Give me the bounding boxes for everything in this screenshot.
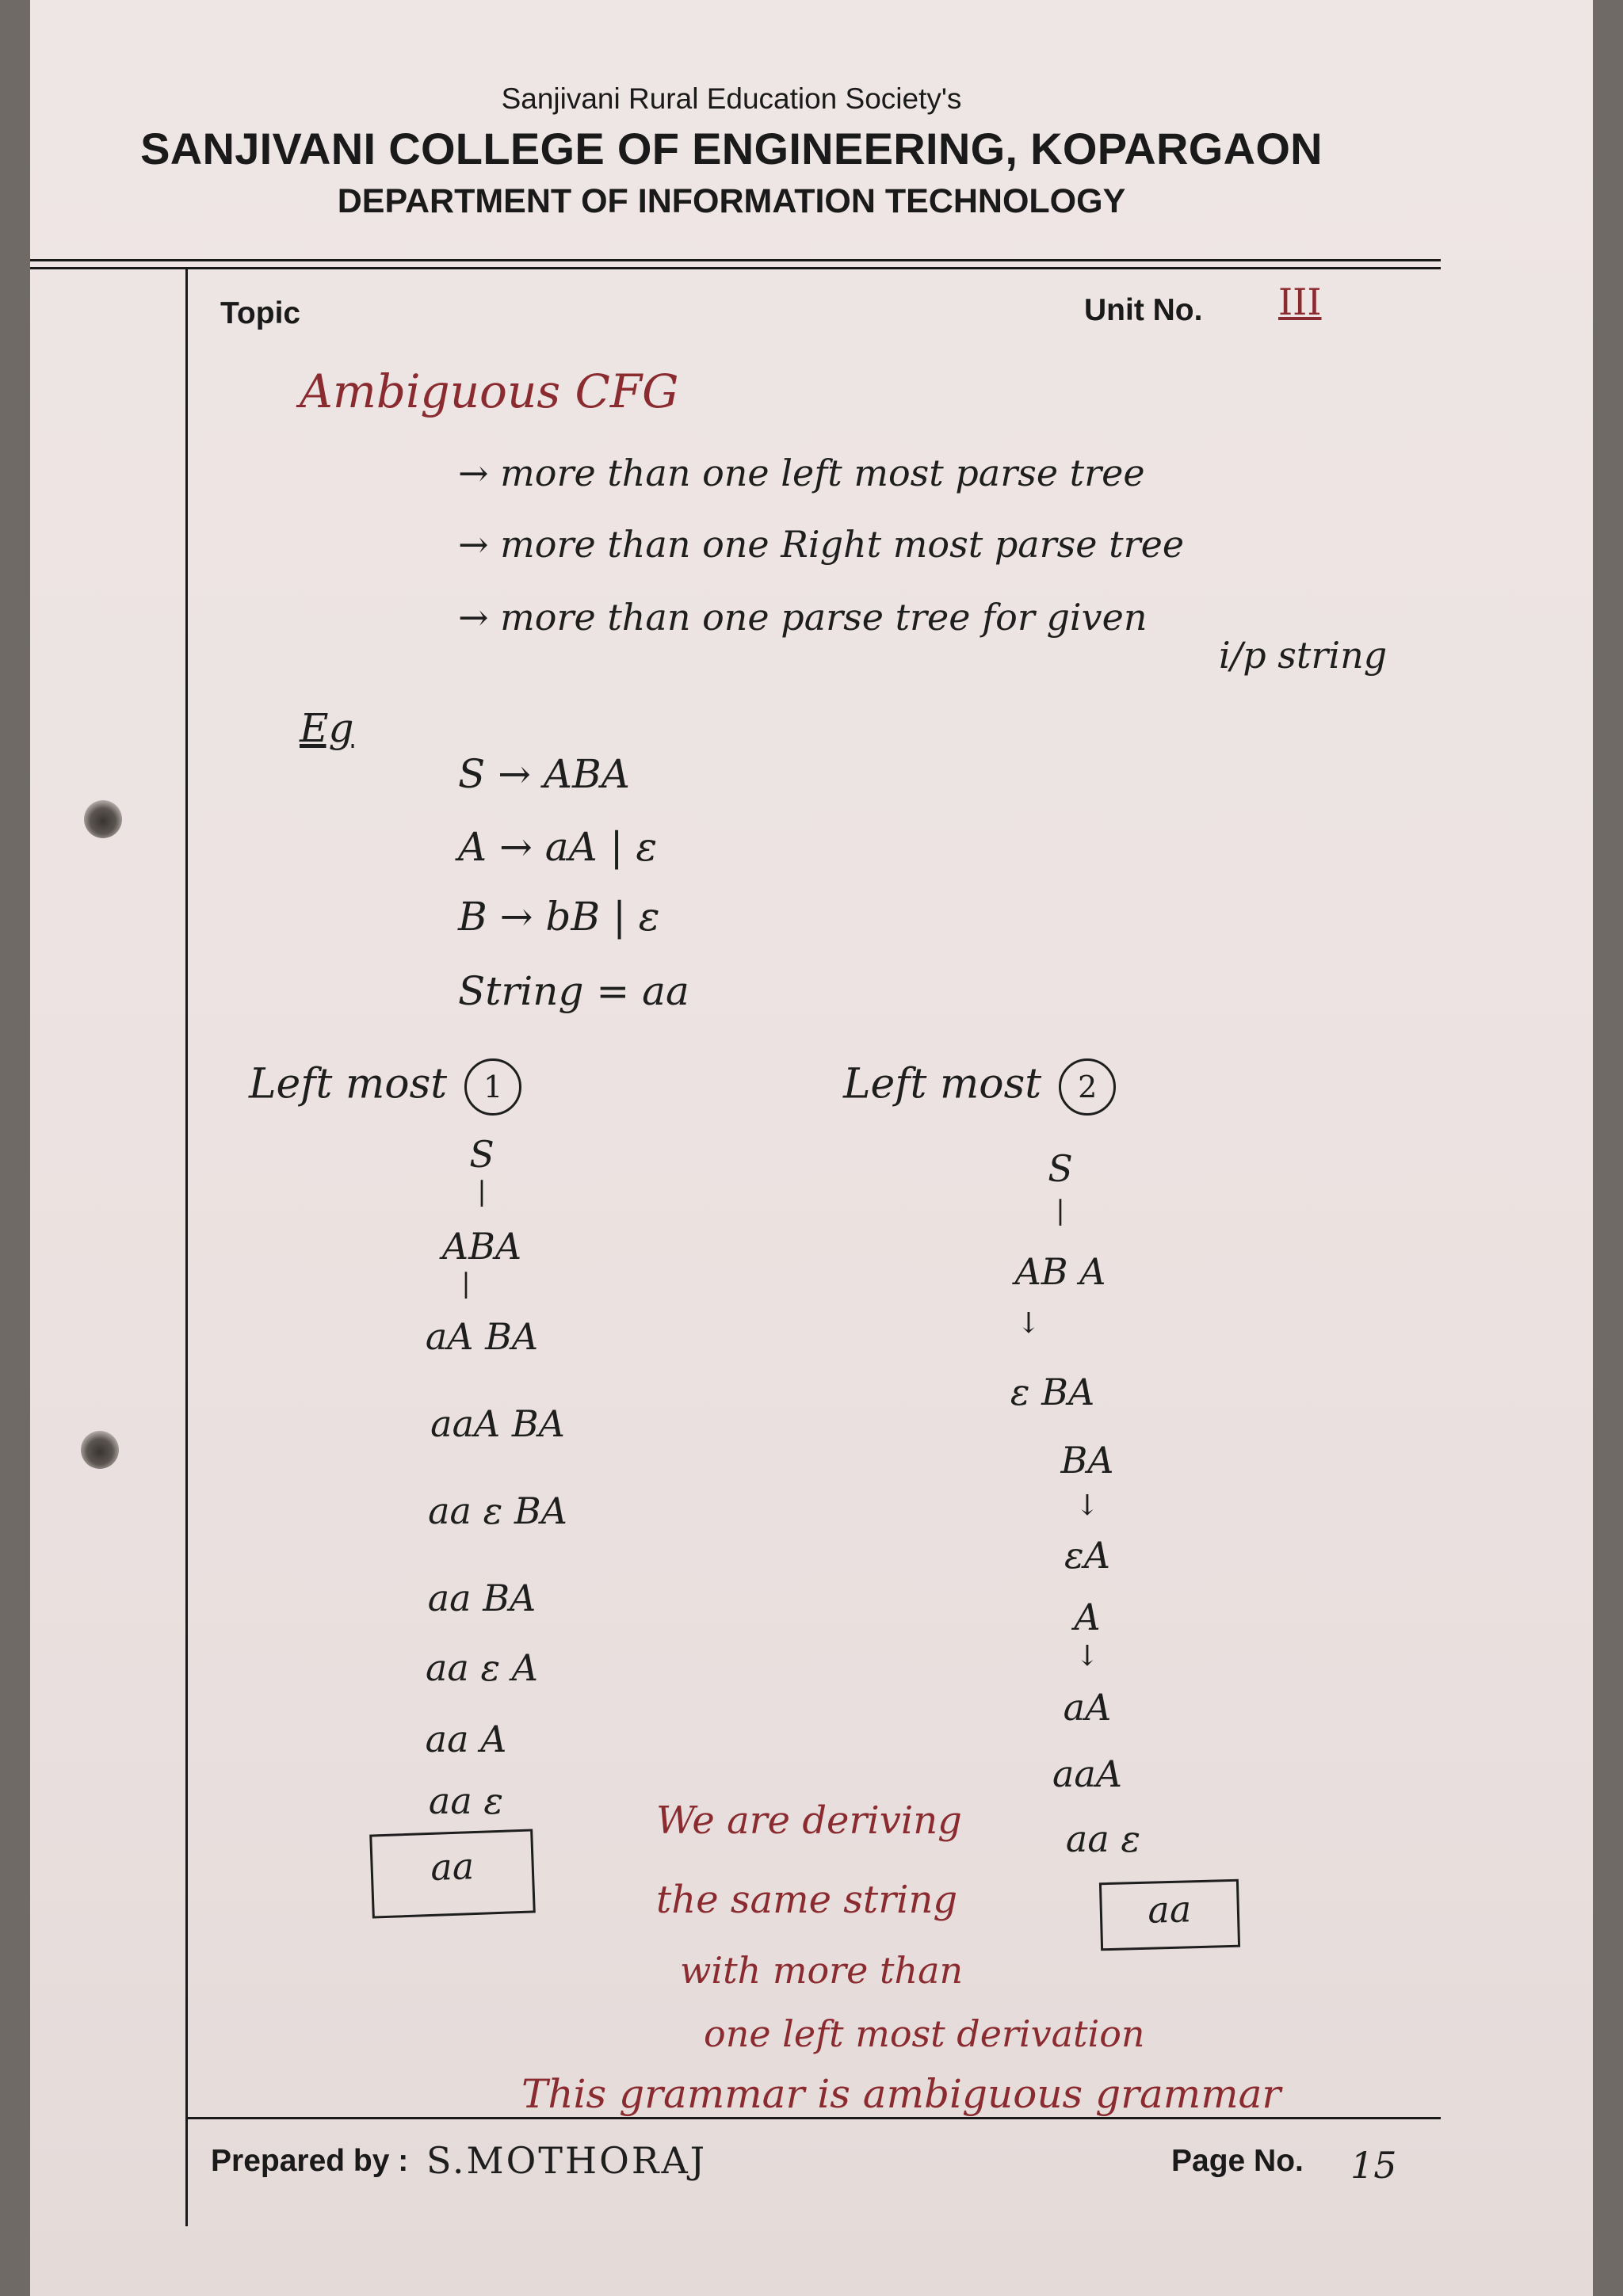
topic-label: Topic	[220, 296, 301, 330]
grammar-rule-a: A → aA | ε	[458, 824, 658, 870]
department-name: DEPARTMENT OF INFORMATION TECHNOLOGY	[337, 182, 1126, 220]
d2-step: ↓	[1016, 1307, 1041, 1340]
d1-step: |	[477, 1176, 487, 1207]
margin-rule	[185, 269, 188, 2226]
d1-step: aa ε BA	[428, 1489, 567, 1532]
d1-step: |	[461, 1268, 471, 1299]
derivation-1-number: 1	[464, 1058, 521, 1116]
college-name: SANJIVANI COLLEGE OF ENGINEERING, KOPARGAON	[140, 124, 1323, 174]
d2-step: ↓	[1075, 1640, 1100, 1672]
header-rule-top	[30, 259, 1441, 261]
derivation-2-title: Left most 2	[843, 1058, 1116, 1116]
d2-step: |	[1056, 1195, 1065, 1226]
header-rule-bottom	[30, 267, 1441, 269]
page-label: Page No.	[1171, 2144, 1304, 2178]
society-name: Sanjivani Rural Education Society's	[501, 82, 962, 115]
notes-page	[30, 0, 1593, 2296]
d1-step: aa ε A	[426, 1646, 538, 1689]
punch-hole-top	[84, 800, 122, 838]
explanation-line: We are deriving	[656, 1798, 962, 1843]
page-number: 15	[1350, 2144, 1397, 2187]
d2-step: aA	[1063, 1686, 1112, 1729]
d1-step: ABA	[441, 1225, 522, 1268]
topic-title: Ambiguous CFG	[300, 364, 679, 418]
d2-step: BA	[1060, 1439, 1114, 1482]
d1-step: aaA BA	[430, 1402, 565, 1445]
d1-step: aa ε	[428, 1779, 504, 1822]
d2-step: AB A	[1014, 1250, 1106, 1293]
d1-result-box	[369, 1829, 536, 1918]
explanation-line: with more than	[680, 1949, 964, 1992]
d2-result: aa	[1147, 1887, 1192, 1932]
footer-rule	[185, 2117, 1441, 2119]
d2-step: A	[1074, 1596, 1101, 1638]
point-3: → more than one parse tree for given	[458, 596, 1148, 639]
point-1: → more than one left most parse tree	[458, 452, 1145, 494]
grammar-rule-b: B → bB | ε	[458, 894, 660, 940]
derivation-1-title: Left most 1	[249, 1058, 521, 1116]
point-3-cont: i/p string	[1219, 634, 1388, 677]
d1-step: S	[469, 1133, 495, 1176]
d2-step: S	[1048, 1147, 1073, 1190]
author-name: S.MOTHORAJ	[426, 2139, 708, 2182]
prepared-by-label: Prepared by :	[211, 2144, 409, 2178]
grammar-rule-s: S → ABA	[458, 751, 630, 797]
d2-step: ↓	[1075, 1489, 1100, 1522]
explanation-line: the same string	[656, 1878, 958, 1922]
unit-value: III	[1278, 280, 1322, 323]
point-2: → more than one Right most parse tree	[458, 523, 1185, 566]
d2-result-box	[1099, 1879, 1240, 1951]
d1-step: aa A	[425, 1718, 507, 1760]
d2-step: ε BA	[1010, 1371, 1095, 1413]
d2-step: aaA	[1052, 1753, 1123, 1795]
conclusion: This grammar is ambiguous grammar	[521, 2071, 1281, 2117]
unit-label: Unit No.	[1084, 293, 1203, 327]
d2-step: aa ε	[1065, 1817, 1141, 1860]
d1-result: aa	[430, 1844, 475, 1889]
input-string: String = aa	[458, 968, 689, 1014]
explanation-line: one left most derivation	[704, 2012, 1145, 2055]
d2-step: εA	[1064, 1534, 1110, 1577]
d1-step: aA BA	[425, 1315, 539, 1358]
d1-step: aa BA	[427, 1577, 537, 1619]
derivation-2-number: 2	[1059, 1058, 1116, 1116]
punch-hole-bottom	[81, 1431, 119, 1469]
example-label: Eg	[300, 705, 354, 751]
